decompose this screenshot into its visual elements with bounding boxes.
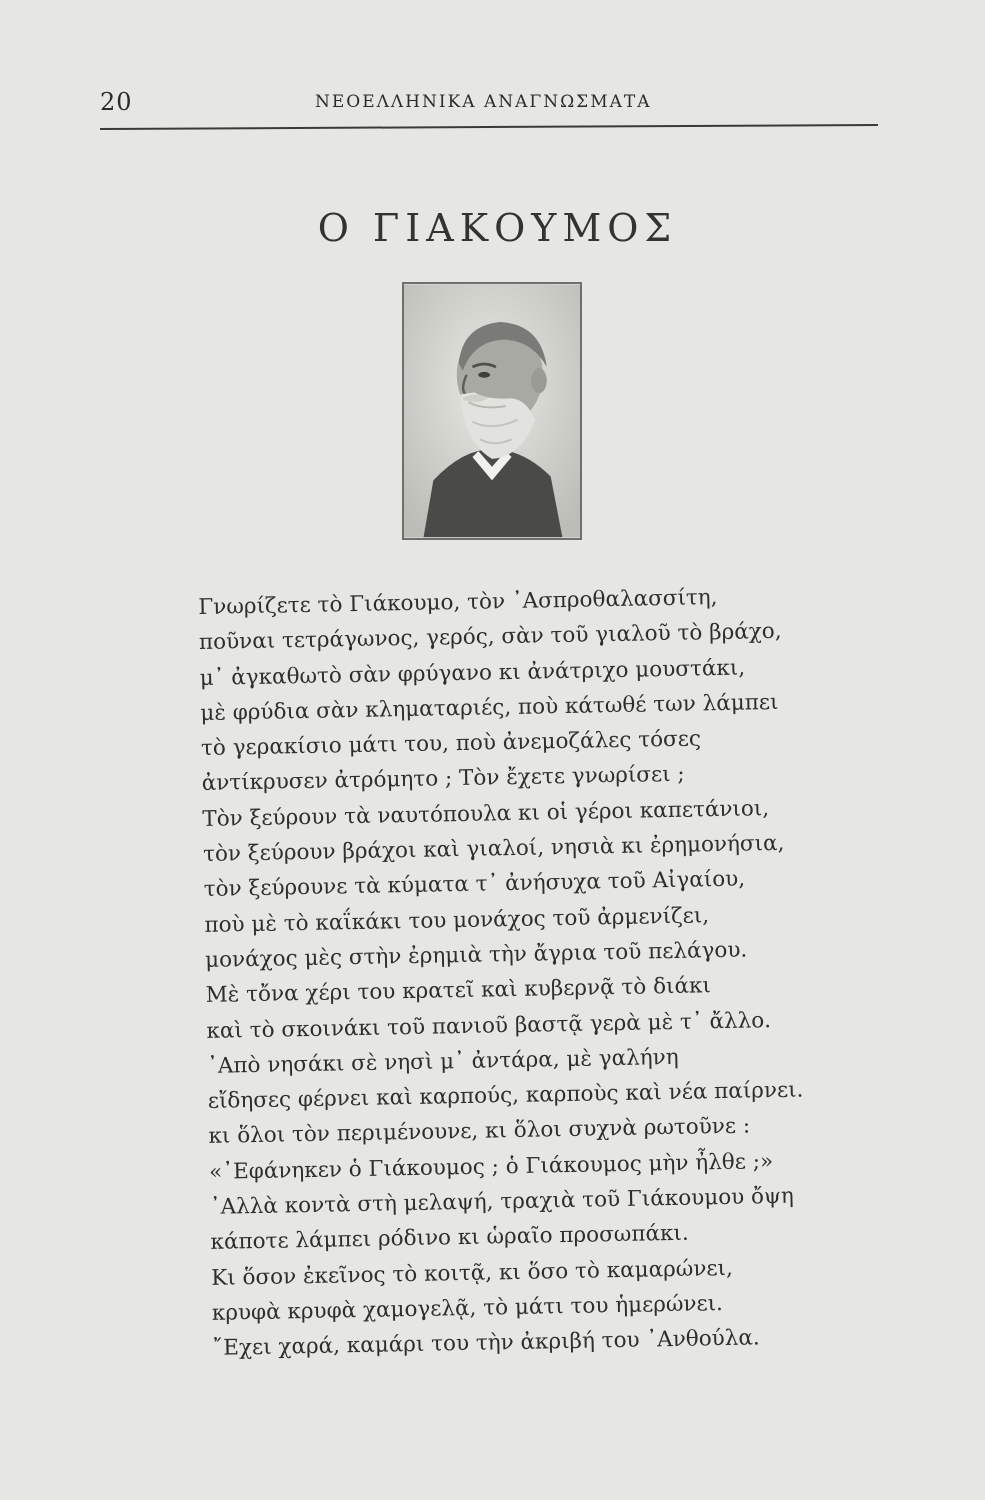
poem-line: ᾿Αλλὰ κοντὰ στὴ μελαψή, τραχιὰ τοῦ Γιάκουμου ὄψη [209, 1183, 794, 1220]
poem-body [198, 578, 853, 1367]
poem-line: κάποτε λάμπει ρόδινο κι ὡραῖο προσωπάκι. [210, 1221, 689, 1256]
poem-line: ἀντίκρυσεν ἀτρόμητο ; Τὸν ἔχετε γνωρίσει ; [201, 762, 685, 797]
poem-line: Κι ὅσον ἐκεῖνος τὸ κοιτᾷ, κι ὅσο τὸ καμαρώνει, [210, 1255, 734, 1291]
poem-line: εἴδησες φέρνει καὶ καρπούς, καρποὺς καὶ νέα παίρνει. [207, 1077, 804, 1115]
poem-line: καὶ τὸ σκοινάκι τοῦ πανιοῦ βαστᾷ γερὰ μὲ τ᾿ ἄλλο. [206, 1007, 772, 1044]
poem-line: κι ὅλοι τὸν περιμένουνε, κι ὅλοι συχνὰ ρωτοῦνε : [208, 1113, 751, 1150]
poem-line: Μὲ τὄνα χέρι του κρατεῖ καὶ κυβερνᾷ τὸ διάκι [205, 973, 712, 1009]
book-title: ΝΕΟΕΛΛΗΝΙΚΑ ΑΝΑΓΝΩΣΜΑΤΑ [315, 92, 652, 112]
poem-line: ποῦναι τετράγωνος, γερός, σὰν τοῦ γιαλοῦ τὸ βράχο, [198, 619, 782, 656]
poem-line: ποὺ μὲ τὸ καΐκάκι του μονάχος τοῦ ἀρμενίζει, [204, 902, 710, 938]
poem-title: Ο ΓΙΑΚΟΥΜΟΣ [317, 206, 678, 250]
poem-line: «᾿Εφάνηκεν ὁ Γιάκουμος ; ὁ Γιάκουμος μὴν ἦλθε ;» [208, 1148, 774, 1185]
poem-line: τὸ γερακίσιο μάτι του, ποὺ ἀνεμοζάλες τόσες [200, 726, 702, 762]
poem-line: μονάχος μὲς στὴν ἐρημιὰ τὴν ἄγρια τοῦ πελάγου. [204, 937, 748, 973]
author-portrait [402, 282, 582, 540]
poem-line: ᾿Απὸ νησάκι σὲ νησὶ μ᾿ ἀντάρα, μὲ γαλήνη [206, 1044, 679, 1079]
running-head [100, 88, 880, 118]
page-number: 20 [100, 88, 133, 116]
poem-line: τὸν ξεύρουν βράχοι καὶ γιαλοί, νησιὰ κι ἐρημονήσια, [202, 830, 785, 868]
poem-line: Γνωρίζετε τὸ Γιάκουμο, τὸν ᾿Ασπροθαλασσίτη, [198, 585, 718, 620]
poem-line: τὸν ξεύρουνε τὰ κύματα τ᾿ ἀνήσυχα τοῦ Αἰγαίου, [203, 866, 746, 903]
poem-line: μὲ φρύδια σὰν κληματαριές, ποὺ κάτωθέ των λάμπει [200, 689, 779, 726]
poem-line: Τὸν ξεύρουν τὰ ναυτόπουλα κι οἱ γέροι καπετάνιοι, [202, 795, 770, 832]
poem-line: κρυφὰ κρυφὰ χαμογελᾷ, τὸ μάτι του ἡμερώνει. [211, 1290, 724, 1326]
poem-line: ῎Εχει χαρά, καμάρι του τὴν ἀκριβή του ᾿Ανθούλα. [212, 1325, 760, 1362]
header-rule [100, 124, 878, 130]
portrait-illustration [404, 284, 580, 538]
poem-line: μ᾿ ἀγκαθωτὸ σὰν φρύγανο κι ἀνάτριχο μουστάκι, [199, 655, 746, 691]
